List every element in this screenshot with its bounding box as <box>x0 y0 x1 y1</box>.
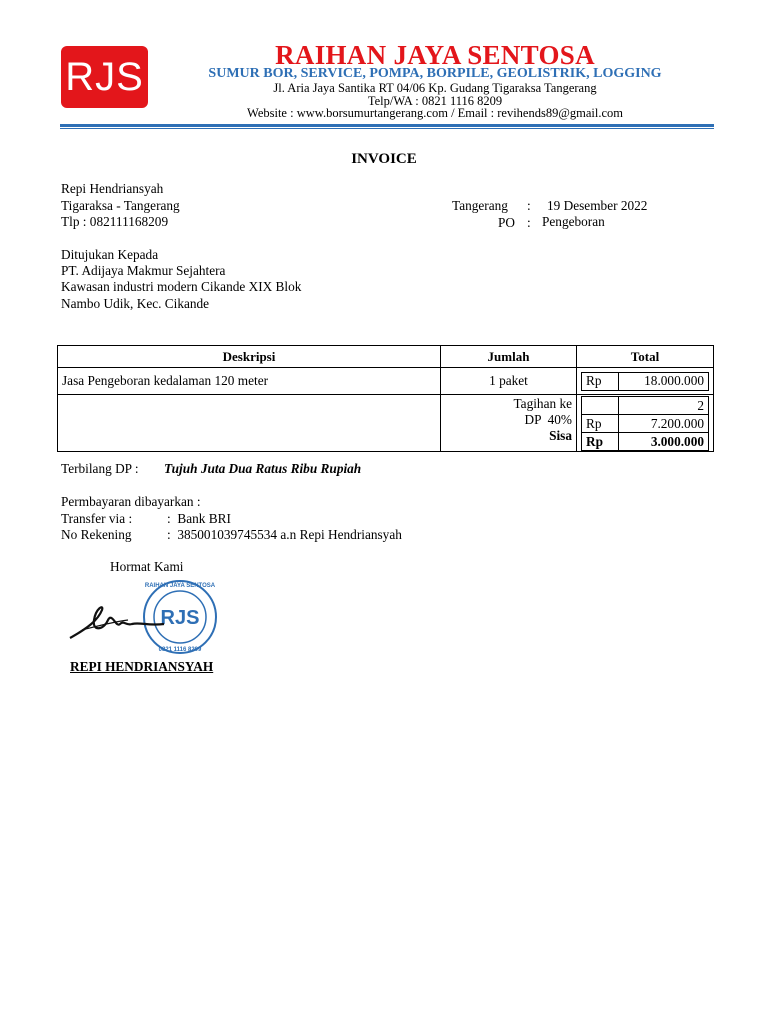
summary-empty <box>58 395 441 452</box>
col-header-description: Deskripsi <box>58 346 441 368</box>
company-web: Website : www.borsumurtangerang.com / Email : revihends89@gmail.com <box>247 106 623 120</box>
company-phone: Telp/WA : 0821 1116 8209 <box>367 94 503 108</box>
company-logo <box>61 46 148 108</box>
sisa-currency: Rp <box>582 433 619 451</box>
dp-value: 7.200.000 <box>619 415 709 433</box>
terbilang-value: Tujuh Juta Dua Ratus Ribu Rupiah <box>164 461 362 476</box>
summary-labels <box>441 395 577 452</box>
table-row <box>58 368 714 395</box>
dp-label: DP 40% <box>524 412 572 427</box>
account-value: : 385001039745534 a.n Repi Hendriansyah <box>167 527 402 542</box>
summary-row <box>58 395 714 452</box>
terbilang-label: Terbilang DP : <box>61 461 139 476</box>
logo-text: RJS <box>65 54 144 99</box>
payment-heading: Permbayaran dibayarkan : <box>61 494 201 509</box>
company-tagline: SUMUR BOR, SERVICE, POMPA, BORPILE, GEOLISTRIK, LOGGING <box>208 66 662 81</box>
invoice-date: 19 Desember 2022 <box>547 198 648 213</box>
po-value: Pengeboran <box>542 214 605 229</box>
po-label: PO <box>498 215 515 230</box>
company-address: Jl. Aria Jaya Santika RT 04/06 Kp. Gudang Tigaraksa Tangerang <box>273 81 597 95</box>
sender-name: Repi Hendriansyah <box>61 181 164 196</box>
closing-greeting: Hormat Kami <box>110 559 184 574</box>
recipient-address-1: Kawasan industri modern Cikande XIX Blok <box>61 279 302 294</box>
document-title: INVOICE <box>351 151 417 167</box>
signature-stamp <box>68 580 218 655</box>
po-colon: : <box>527 215 531 230</box>
company-stamp <box>144 581 216 653</box>
summary-values <box>577 395 714 452</box>
place-colon: : <box>527 198 531 213</box>
col-header-total: Total <box>577 346 714 368</box>
company-name: RAIHAN JAYA SENTOSA <box>275 40 595 70</box>
recipient-company: PT. Adijaya Makmur Sejahtera <box>61 263 226 278</box>
account-label: No Rekening <box>61 527 132 542</box>
dp-currency: Rp <box>582 415 619 433</box>
row-quantity: 1 paket <box>441 368 577 395</box>
invoice-table <box>57 345 714 452</box>
row-currency: Rp <box>582 372 619 390</box>
transfer-label: Transfer via : <box>61 511 133 526</box>
recipient-address-2: Nambo Udik, Kec. Cikande <box>61 296 210 311</box>
place-label: Tangerang <box>452 198 508 213</box>
row-amount: 18.000.000 <box>619 372 709 390</box>
sender-city: Tigaraksa - Tangerang <box>61 198 180 213</box>
header-divider <box>60 124 714 127</box>
tagihan-value: 2 <box>619 397 709 415</box>
svg-text:0821 1116 8209: 0821 1116 8209 <box>158 647 202 653</box>
row-description: Jasa Pengeboran kedalaman 120 meter <box>58 368 441 395</box>
sisa-label: Sisa <box>549 428 572 443</box>
tagihan-label: Tagihan ke <box>513 396 572 411</box>
recipient-label: Ditujukan Kepada <box>61 247 159 262</box>
svg-text:RJS: RJS <box>160 607 200 629</box>
sisa-value: 3.000.000 <box>619 433 709 451</box>
table-header-row <box>58 346 714 368</box>
header-divider-thin <box>60 128 714 129</box>
transfer-value: : Bank BRI <box>167 511 231 526</box>
col-header-quantity: Jumlah <box>441 346 577 368</box>
row-total <box>577 368 714 395</box>
handwritten-signature <box>70 607 164 638</box>
svg-text:RAIHAN JAYA SENTOSA: RAIHAN JAYA SENTOSA <box>144 583 216 589</box>
sender-phone: Tlp : 082111168209 <box>61 214 169 229</box>
signer-name: REPI HENDRIANSYAH <box>70 659 214 674</box>
